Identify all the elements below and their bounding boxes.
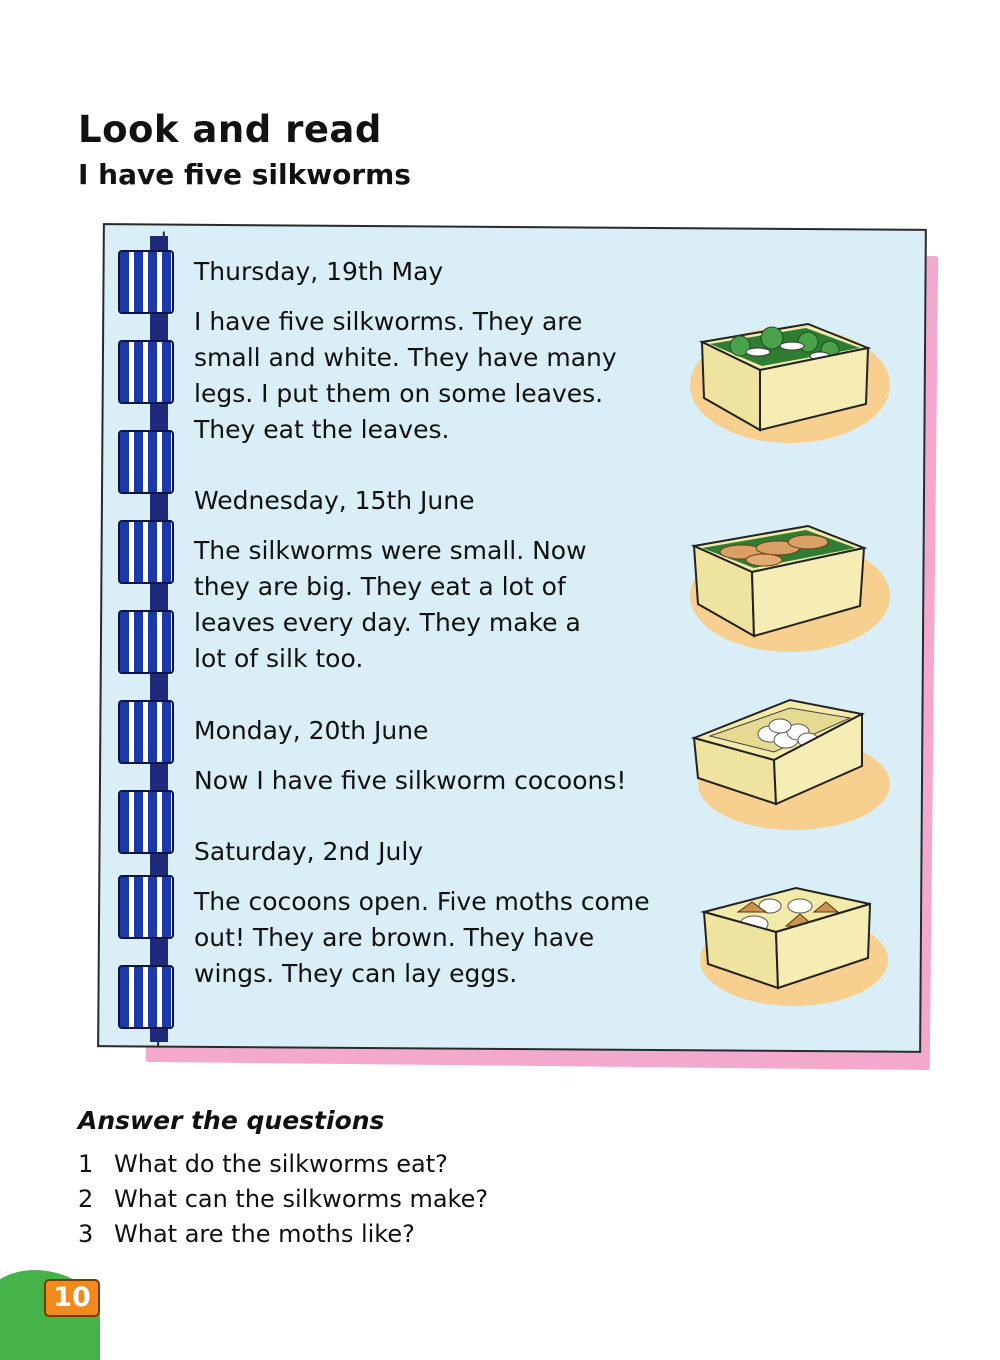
entry-date: Saturday, 2nd July [194,837,424,866]
questions-heading: Answer the questions [78,1106,385,1135]
entry-date: Thursday, 19th May [194,257,444,286]
spiral-ring [118,340,174,404]
entry-line: I have five silkworms. They are [194,307,583,336]
box-of-leaves-with-silkworms-image [680,300,900,450]
spiral-ring [118,790,174,854]
entry-text [194,533,674,677]
entry-date: Wednesday, 15th June [194,486,475,515]
entry-line: small and white. They have many [194,343,617,372]
spiral-ring [118,430,174,494]
entry-line: leaves every day. They make a [194,608,581,637]
spiral-ring [118,520,174,584]
spiral-ring [118,965,174,1029]
question-item [78,1185,488,1213]
box-of-big-silkworms-image [680,508,900,658]
question-text: What can the silkworms make? [114,1185,489,1213]
box-of-moths-image [690,876,900,1006]
entry-line: wings. They can lay eggs. [194,959,518,988]
question-number: 2 [78,1185,94,1213]
page-subtitle: I have five silkworms [78,158,411,191]
entry-date: Monday, 20th June [194,716,429,745]
entry-text [194,884,674,992]
entry-line: The cocoons open. Five moths come [194,887,650,916]
spiral-ring [118,700,174,764]
question-item [78,1220,415,1248]
page-number: 10 [44,1279,100,1317]
entry-line: The silkworms were small. Now [194,536,587,565]
entry-line: lot of silk too. [194,644,364,673]
entry-line: Now I have five silkworm cocoons! [194,766,627,795]
entry-line: They eat the leaves. [194,415,450,444]
question-item [78,1150,448,1178]
question-text: What are the moths like? [114,1220,415,1248]
entry-line: legs. I put them on some leaves. [194,379,604,408]
entry-line: out! They are brown. They have [194,923,595,952]
page-title: Look and read [78,108,382,151]
spiral-ring [118,610,174,674]
question-number: 1 [78,1150,94,1178]
question-number: 3 [78,1220,94,1248]
entry-line: they are big. They eat a lot of [194,572,566,601]
spiral-ring [118,250,174,314]
question-text: What do the silkworms eat? [114,1150,448,1178]
spiral-ring [118,875,174,939]
entry-text [194,304,674,448]
box-of-cocoons-image [686,694,896,834]
entry-text [194,763,674,799]
